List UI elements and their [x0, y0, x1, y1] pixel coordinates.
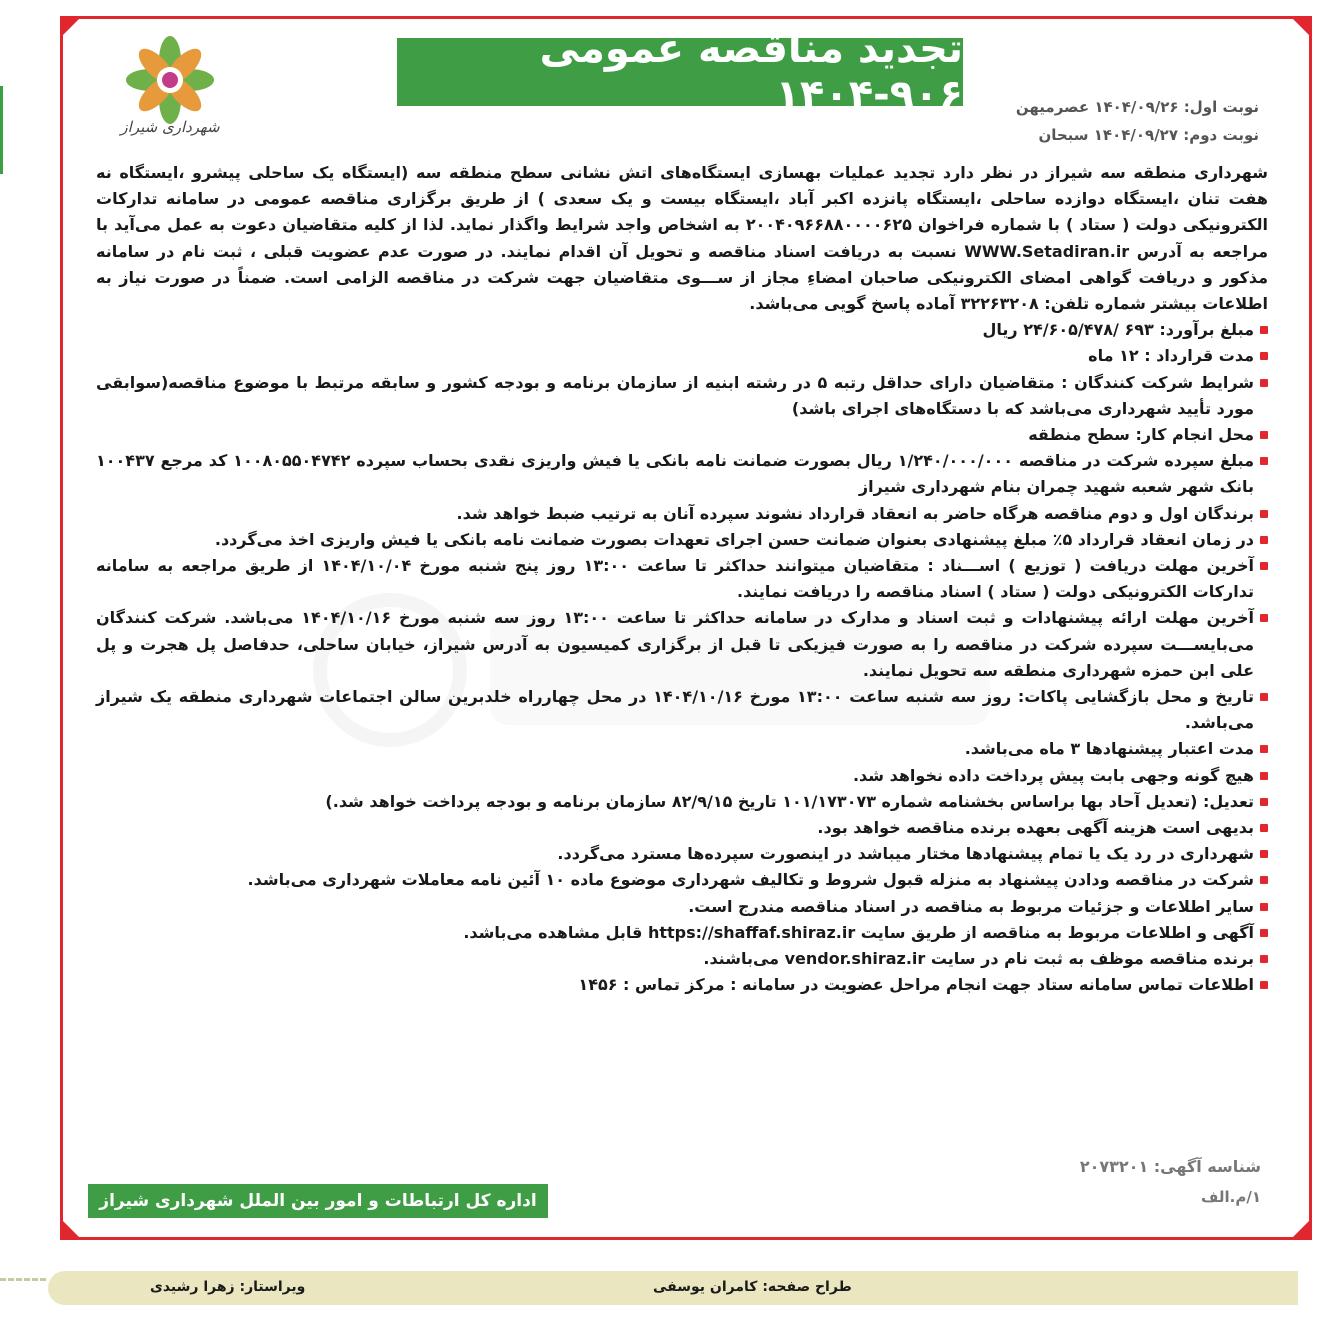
bullet-icon — [1260, 824, 1268, 832]
bullet-icon — [1260, 929, 1268, 937]
logo-caption: شهرداری شیراز — [120, 118, 220, 136]
ad-identifier: شناسه آگهی: ۲۰۷۳۲۰۱ — [1079, 1157, 1261, 1176]
publish-round-first: نوبت اول: ۱۴۰۴/۰۹/۲۶ عصرمیهن — [1015, 98, 1259, 116]
page-credits — [48, 1271, 1298, 1305]
intro-paragraph: شهرداری منطقه سه شیراز در نظر دارد تجدید عملیات بهسازی ایستگاه‌های اتش نشانی سطح منطقه سه (ایستگاه یک ساحلی پیشرو ،ایستگاه نه هفت تنان ،ایستگاه دوازده ساحلی ،ایستگاه پانزده اکبر آباد ،ایستگاه بیست و یک سعدی ) از طریق برگزاری مناقصه عمومی در سامانه تدارکات الکترونیکی دولت ( ستاد ) با شماره فراخوان ۲۰۰۴۰۹۶۶۸۸۰۰۰۰۶۲۵ به اشخاص واجد شرایط واگذار نماید. لذا از کلیه متقاضیان دعوت به عمل می‌آید با مراجعه به آدرس WWW.Setadiran.ir نسبت به دریافت اسناد مناقصه و تحویل آن اقدام نمایند. در صورت عدم عضویت قبلی ، ثبت نام در سامانه مذکور و دریافت گواهی امضای الکترونیکی صاحبان امضاءِ مجاز از ســـوی متقاضیان جهت شرکت در مناقصه الزامی است. ضمناً در صورت نیاز به اطلاعات بیشتر شماره تلفن: ۳۲۲۶۳۲۰۸ آماده پاسخ گویی می‌باشد. — [96, 163, 1269, 314]
bullet-icon — [1260, 457, 1268, 465]
ad-code: ۱/م.الف — [1201, 1188, 1261, 1206]
list-item: شرکت در مناقصه ودادن پیشنهاد به منزله قبول شروط و تکالیف شهرداری موضوع ماده ۱۰ آئین نامه معاملات شهرداری می‌باشد. — [96, 867, 1268, 893]
list-item: مبلغ سپرده شرکت در مناقصه ۱/۲۴۰/۰۰۰/۰۰۰ ریال بصورت ضمانت نامه بانکی یا فیش واریزی نقدی بحساب سپرده ۱۰۰۸۰۵۵۰۴۷۴۲ کد مرجع ۱۰۰۴۳۷ بانک شهر شعبه شهید چمران بنام شهرداری شیراز — [96, 448, 1268, 500]
ad-title: تجدید مناقصه عمومی ۹۰۶-۱۴۰۴ — [397, 38, 963, 106]
bullet-icon — [1260, 431, 1268, 439]
list-item: هیچ گونه وجهی بابت پیش پرداخت داده نخواهد شد. — [96, 763, 1268, 789]
frame-corner — [1290, 16, 1312, 38]
frame-corner — [60, 1218, 82, 1240]
footer-dashes — [0, 1278, 46, 1281]
frame-corner — [60, 16, 82, 38]
bullet-icon — [1260, 510, 1268, 518]
list-item: در زمان انعقاد قرارداد ۵٪ مبلغ پیشنهادی بعنوان ضمانت حسن اجرای تعهدات بصورت ضمانت نامه بانکی یا فیش واریزی اخذ می‌گردد. — [96, 527, 1268, 553]
bullet-icon — [1260, 745, 1268, 753]
designer-credit: طراح صفحه: کامران یوسفی — [653, 1279, 852, 1295]
list-item: مدت اعتبار پیشنهادها ۳ ماه می‌باشد. — [96, 736, 1268, 762]
list-item: تعدیل: (تعدیل آحاد بها براساس بخشنامه شماره ۱۰۱/۱۷۳۰۷۳ تاریخ ۸۲/۹/۱۵ سازمان برنامه و بودجه پرداخت خواهد شد.) — [96, 789, 1268, 815]
list-item: آگهی و اطلاعات مربوط به مناقصه از طریق سایت https://shaffaf.shiraz.ir قابل مشاهده می‌باشد. — [96, 920, 1268, 946]
list-item: مدت قرارداد : ۱۲ ماه — [96, 343, 1268, 369]
editor-credit: ویراستار: زهرا رشیدی — [150, 1279, 306, 1295]
publish-round-second: نوبت دوم: ۱۴۰۴/۰۹/۲۷ سبحان — [1038, 126, 1259, 144]
bullet-icon — [1260, 352, 1268, 360]
bullet-icon — [1260, 562, 1268, 570]
bullet-icon — [1260, 798, 1268, 806]
bullet-icon — [1260, 903, 1268, 911]
list-item: شهرداری در رد یک یا تمام پیشنهادها مختار میباشد در اینصورت سپرده‌ها مسترد می‌گردد. — [96, 841, 1268, 867]
bullet-icon — [1260, 876, 1268, 884]
ad-body — [96, 160, 1268, 999]
frame-corner — [1290, 1218, 1312, 1240]
bullet-icon — [1260, 693, 1268, 701]
list-item: شرایط شرکت کنندگان : متقاضیان دارای حداقل رتبه ۵ در رشته ابنیه از سازمان برنامه و بودجه کشور و سابقه مرتبط با موضوع مناقصه(سوابقی مورد تأیید شهرداری می‌باشد که با دستگاه‌های اجرای باشد) — [96, 370, 1268, 422]
list-item: آخرین مهلت ارائه پیشنهادات و ثبت اسناد و مدارک در سامانه حداکثر تا ساعت ۱۳:۰۰ روز سه شنبه مورخ ۱۴۰۴/۱۰/۱۶ می‌باشد. شرکت کنندگان می‌بایســـت سپرده شرکت در مناقصه را به صورت فیزیکی تا قبل از برگزاری کمیسیون به آدرس شیراز، خیابان ساحلی، حدفاصل پل هجرت و پل علی ابن حمزه شهرداری منطقه سه تحویل نمایند. — [96, 605, 1268, 684]
list-item: برندگان اول و دوم مناقصه هرگاه حاضر به انعقاد قرارداد نشوند سپرده آنان به ترتیب ضبط خواهد شد. — [96, 501, 1268, 527]
department-bar: اداره کل ارتباطات و امور بین الملل شهرداری شیراز — [88, 1184, 548, 1218]
list-item: آخرین مهلت دریافت ( توزیع ) اســـناد : متقاضیان میتوانند حداکثر تا ساعت ۱۳:۰۰ روز پنج شنبه مورخ ۱۴۰۴/۱۰/۰۴ از طریق مراجعه به سامانه تدارکات الکترونیکی دولت ( ستاد ) اسناد مناقصه را دریافت نمایند. — [96, 553, 1268, 605]
side-accent — [0, 86, 3, 174]
list-item: تاریخ و محل بازگشایی پاکات: روز سه شنبه ساعت ۱۳:۰۰ مورخ ۱۴۰۴/۱۰/۱۶ در محل چهارراه خلدبرین سالن اجتماعات شهرداری منطقه یک شیراز می‌باشد. — [96, 684, 1268, 736]
list-item: محل انجام کار: سطح منطقه — [96, 422, 1268, 448]
bullet-icon — [1260, 536, 1268, 544]
list-item: بدیهی است هزینه آگهی بعهده برنده مناقصه خواهد بود. — [96, 815, 1268, 841]
bullet-icon — [1260, 326, 1268, 334]
bullet-icon — [1260, 614, 1268, 622]
list-item: برنده مناقصه موظف به ثبت نام در سایت vendor.shiraz.ir می‌باشند. — [96, 946, 1268, 972]
list-item: سایر اطلاعات و جزئیات مربوط به مناقصه در اسناد مناقصه مندرج است. — [96, 894, 1268, 920]
bullet-icon — [1260, 772, 1268, 780]
list-item: مبلغ برآورد: ۶۹۳ /۲۴/۶۰۵/۴۷۸ ریال — [96, 317, 1268, 343]
list-item: اطلاعات تماس سامانه ستاد جهت انجام مراحل عضویت در سامانه : مرکز تماس : ۱۴۵۶ — [96, 972, 1268, 998]
bullet-icon — [1260, 850, 1268, 858]
bullet-icon — [1260, 379, 1268, 387]
bullet-icon — [1260, 981, 1268, 989]
bullet-icon — [1260, 955, 1268, 963]
